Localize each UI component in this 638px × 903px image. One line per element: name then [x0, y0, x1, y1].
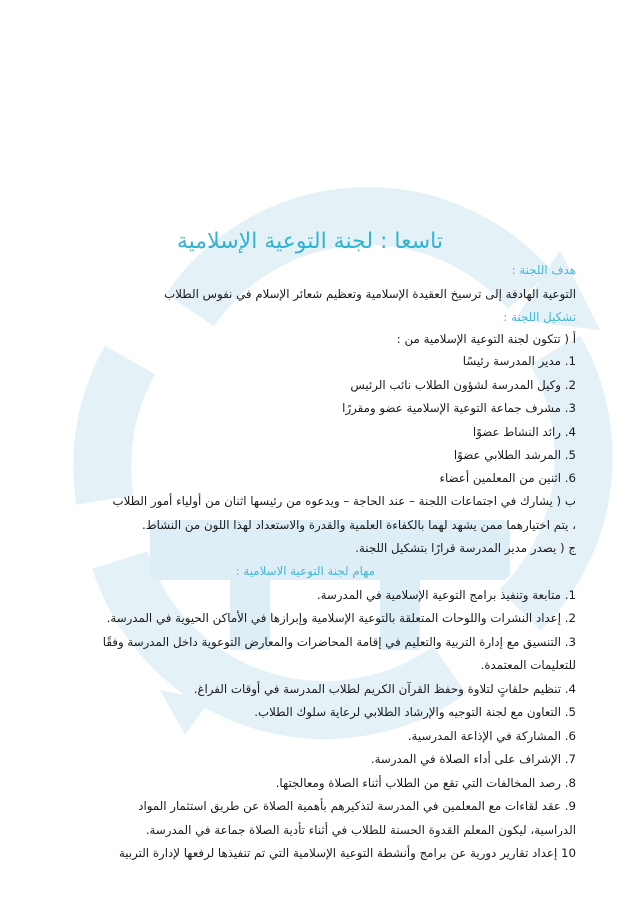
task-item: 5. التعاون مع لجنة التوجيه والإرشاد الطلابي لرعاية سلوك الطلاب. [254, 705, 576, 719]
member-item: 4. رائد النشاط عضوًا [472, 425, 576, 439]
formation-heading: تشكيل اللجنة : [503, 310, 576, 324]
member-item: 5. المرشد الطلابي عضوًا [453, 448, 576, 462]
section-title: تاسعا : لجنة التوعية الإسلامية [176, 229, 443, 254]
task-item: 4. تنظيم حلقاتٍ لتلاوة وحفظ القرآن الكريم لطلاب المدرسة في أوقات الفراغ. [193, 682, 576, 696]
member-item: 3. مشرف جماعة التوعية الإسلامية عضو ومقررًا [342, 401, 576, 415]
task-item: 2. إعداد النشرات واللوحات المتعلقة بالتوعية الإسلامية وإبرازها في الأماكن الحيوية في المدرسة. [106, 611, 576, 625]
member-item: 2. وكيل المدرسة لشؤون الطلاب نائب الرئيس [350, 378, 576, 392]
task-item: للتعليمات المعتمدة. [480, 658, 576, 672]
goal-text: التوعية الهادفة إلى ترسيخ العقيدة الإسلامية وتعظيم شعائر الإسلام في نفوس الطلاب [164, 287, 576, 301]
task-item: 6. المشاركة في الإذاعة المدرسية. [407, 729, 576, 743]
goal-heading: هدف اللجنة : [511, 263, 576, 277]
task-item: 7. الإشراف على أداء الصلاة في المدرسة. [370, 752, 576, 766]
task-item: الدراسية، ليكون المعلم القدوة الحسنة للطلاب في أثناء تأدية الصلاة جماعة في المدرسة. [145, 823, 576, 837]
task-item: 10 إعداد تقارير دورية عن برامج وأنشطة التوعية الإسلامية التي تم تنفيذها لرفعها لإدارة التربية [118, 846, 576, 860]
task-item: 9. عقد لقاءات مع المعلمين في المدرسة لتذكيرهم بأهمية الصلاة عن طريق استثمار المواد [138, 799, 576, 813]
task-item: 1. متابعة وتنفيذ برامج التوعية الإسلامية في المدرسة. [316, 588, 576, 602]
task-item: 3. التنسيق مع إدارة التربية والتعليم في إقامة المحاضرات والمعارض التوعوية داخل المدرسة وفقًا [102, 635, 576, 649]
task-item: 8. رصد المخالفات التي تقع من الطلاب أثناء الصلاة ومعالجتها. [275, 776, 576, 790]
formation-b-line: ، يتم اختيارهما ممن يشهد لهما بالكفاءة العلمية والقدرة والاستعداد لهذا اللون من النشاط. [141, 518, 576, 532]
formation-intro: أ ( تتكون لجنة التوعية الإسلامية من : [396, 332, 576, 346]
formation-c-line: ج ( يصدر مدير المدرسة قرارًا بتشكيل اللجنة. [355, 541, 576, 555]
member-item: 1. مدير المدرسة رئيسًا [462, 354, 576, 368]
member-item: 6. اثنين من المعلمين أعضاء [439, 471, 576, 485]
tasks-heading: مهام لجنة التوعية الاسلامية : [235, 564, 375, 578]
formation-b-line: ب ( يشارك في اجتماعات اللجنة – عند الحاجة – ويدعوه من رئيسها اثنان من أولياء أمور الطلاب [112, 494, 576, 508]
